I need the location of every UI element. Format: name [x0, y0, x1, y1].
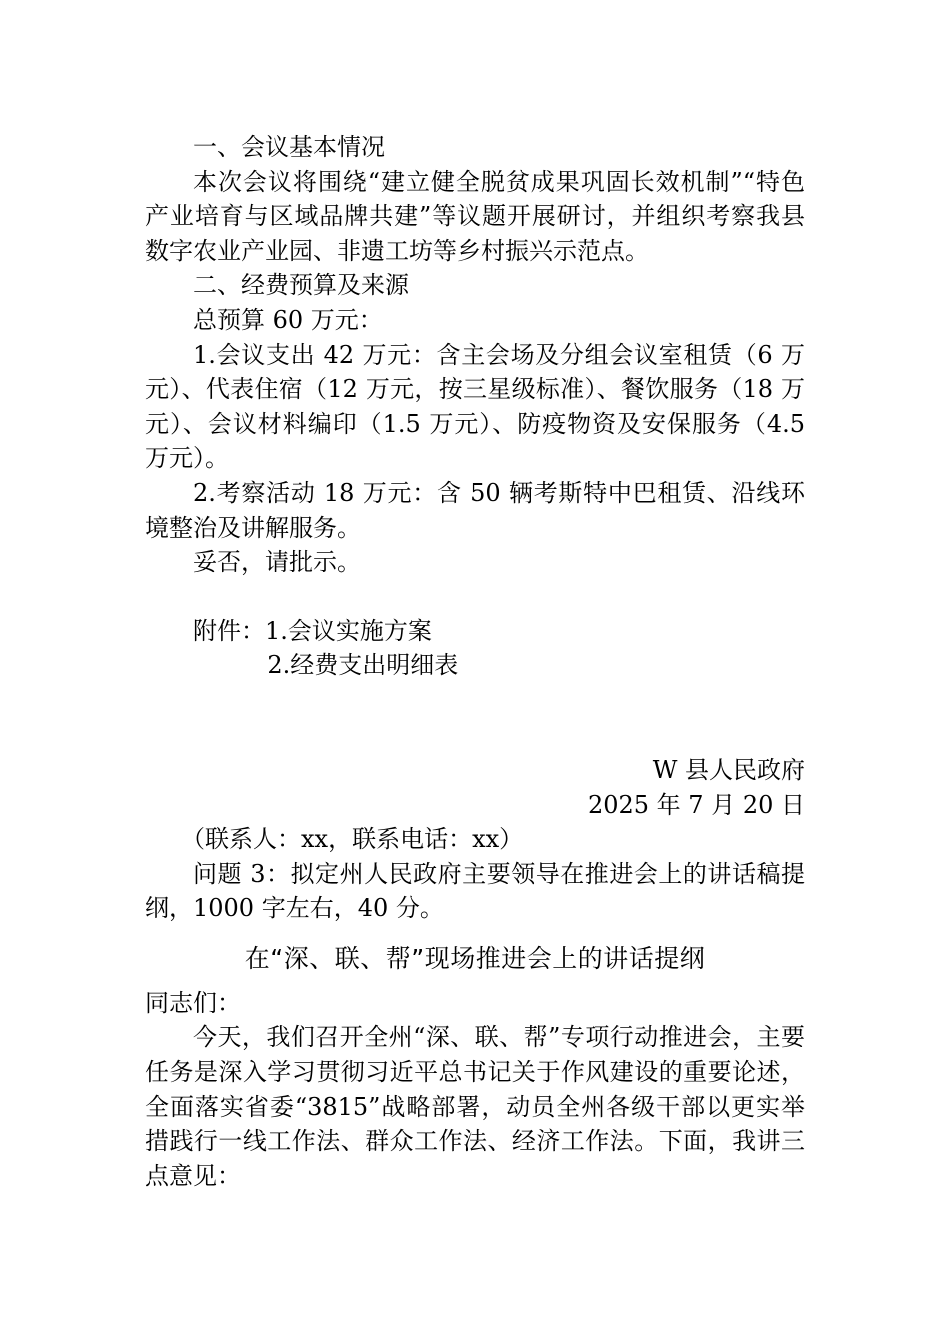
attachment-line-1: 附件：1.会议实施方案	[193, 616, 432, 645]
closing-request: 妥否，请批示。	[193, 548, 361, 577]
signature-date: 2025 年 7 月 20 日	[587, 790, 805, 819]
speech-opening: 今天，我们召开全州“深、联、帮”专项行动推进会，主要任务是深入学习贯彻习近平总书记关于作风建设的重要论述，全面落实省委“3815”战略部署，动员全州各级干部以更实举措践行一线工作法、群众工作法、经济工作法。下面，我讲三点意见：	[145, 1023, 805, 1190]
speech-title: 在“深、联、帮”现场推进会上的讲话提纲	[244, 943, 706, 973]
section-2-heading: 二、经费预算及来源	[193, 271, 409, 300]
attachment-line-2: 2.经费支出明细表	[267, 651, 459, 680]
spacer	[145, 580, 805, 614]
spacer	[145, 683, 805, 753]
section-1-body: 本次会议将围绕“建立健全脱贫成果巩固长效机制”“特色产业培育与区域品牌共建”等议题开展研讨，并组织考察我县数字农业产业园、非遗工坊等乡村振兴示范点。	[145, 167, 805, 265]
budget-item-2: 2.考察活动 18 万元：含 50 辆考斯特中巴租赁、沿线环境整治及讲解服务。	[145, 478, 805, 542]
section-1-heading: 一、会议基本情况	[193, 133, 385, 161]
contact-info: （联系人：xx，联系电话：xx）	[181, 825, 524, 854]
speech-salutation: 同志们：	[145, 988, 241, 1017]
budget-total: 总预算 60 万元：	[193, 305, 383, 334]
signature-org: W 县人民政府	[652, 755, 805, 784]
question-prompt: 问题 3：拟定州人民政府主要领导在推进会上的讲话稿提纲，1000 字左右，40 分。	[145, 859, 805, 923]
budget-item-1: 1.会议支出 42 万元：含主会场及分组会议室租赁（6 万元）、代表住宿（12 万元，按三星级标准）、餐饮服务（18 万元）、会议材料编印（1.5 万元）、防疫物资及安保服务（4.5 万元）。	[145, 340, 805, 473]
